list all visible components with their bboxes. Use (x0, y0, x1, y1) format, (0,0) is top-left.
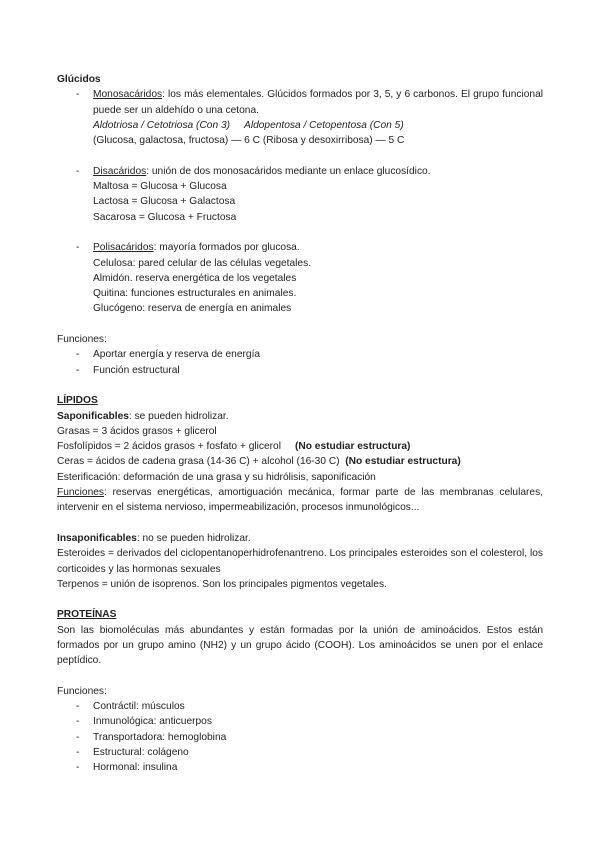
aldotriosa-text: Aldotriosa / Cetotriosa (Con 3) (93, 119, 231, 131)
funciones-heading: Funciones: (57, 334, 107, 346)
disacarido-line: Lactosa = Glucosa + Galactosa (93, 196, 236, 208)
fosfolipidos-line: Fosfolípidos = 2 ácidos grasos + fosfato + glicerol (No estudiar estructura) (57, 441, 411, 453)
polisacarido-line: Celulosa: pared celular de las células vegetales. (93, 257, 312, 269)
no-estudiar-note: (No estudiar estructura) (345, 456, 461, 468)
ceras-line: Ceras = ácidos de cadena grasa (14-36 C) + alcohol (16-30 C) (No estudiar estructura) (57, 456, 461, 468)
list-item-monosacaridos (57, 87, 543, 148)
terpenos-line: Terpenos = unión de isoprenos. Son los principales pigmentos vegetales. (57, 578, 387, 590)
term-monosacaridos: Monosacáridos (93, 89, 163, 101)
polisacarido-line: Glucógeno: reserva de energía en animales (93, 303, 292, 315)
section-title-lipidos: LÍPIDOS (57, 395, 98, 407)
no-estudiar-note: (No estudiar estructura) (294, 441, 411, 453)
funcion-item: - Inmunológica: anticuerpos (76, 716, 212, 728)
dash-bullet: - (76, 242, 80, 254)
term-funciones: Funciones (57, 487, 105, 499)
polisacarido-line: Almidón. reserva energética de los vegetales (93, 272, 297, 284)
dash-bullet: - (76, 165, 80, 177)
dash-bullet: - (76, 89, 80, 101)
polisacaridos-desc: : mayoría formados por glucosa. (153, 242, 300, 254)
monosacaridos-examples: (Glucosa, galactosa, fructosa) — 6 C (Ribosa y desoxirribosa) — 5 C (93, 135, 405, 147)
esteroides-paragraph: Esteroides = derivados del ciclopentanoperhidrofenantreno. Los principales esteroides son el colesterol, los corticoides y las hormonas sexuales (57, 548, 543, 575)
term-insaponificables: Insaponificables (57, 532, 137, 544)
polisacarido-line: Quitina: funciones estructurales en animales. (93, 288, 297, 300)
funciones-heading: Funciones: (57, 685, 107, 697)
list-item-polisacaridos (57, 240, 543, 316)
funcion-item: - Estructural: colágeno (76, 747, 189, 759)
lipidos-funciones-desc: : reservas energéticas, amortiguación mecánica, formar parte de las membranas celulares, intervenir en el sistema nervioso, impermeabilización, procesos inmunológicos... (57, 487, 543, 514)
list-item-disacaridos (57, 164, 543, 225)
esterificacion-line: Esterificación: deformación de una grasa y su hidrólisis, saponificación (57, 471, 376, 483)
term-disacaridos: Disacáridos (93, 165, 147, 177)
monosacaridos-paragraph (93, 87, 543, 118)
funcion-item: - Hormonal: insulina (76, 762, 178, 774)
monosacaridos-desc: : los más elementales. Glúcidos formados por 3, 5, y 6 carbonos. El grupo funcional puede ser un aldehído o una cetona. (93, 89, 543, 116)
monosacaridos-italic-line (93, 118, 543, 133)
section-title-proteinas: PROTEÍNAS (57, 609, 117, 621)
funcion-item: - Transportadora: hemoglobina (76, 731, 227, 743)
funcion-item: - Aportar energía y reserva de energía (76, 349, 261, 361)
document-page (57, 72, 543, 776)
proteinas-paragraph: Son las biomoléculas más abundantes y están formadas por la unión de aminoácidos. Estos están formados por un grupo amino (NH2) y un grupo ácido (COOH). Los aminoácidos se unen por el enlace peptídico. (57, 624, 543, 667)
disacaridos-desc: : unión de dos monosacáridos mediante un enlace glucosídico. (146, 165, 431, 177)
disacarido-line: Maltosa = Glucosa + Glucosa (93, 181, 227, 193)
aldopentosa-text: Aldopentosa / Cetopentosa (Con 5) (244, 119, 404, 131)
section-title-glucidos: Glúcidos (57, 74, 101, 85)
saponificables-desc: : se pueden hidrolizar. (128, 410, 229, 422)
grasas-line: Grasas = 3 ácidos grasos + glicerol (57, 425, 217, 437)
term-saponificables: Saponificables (57, 410, 129, 422)
lipidos-funciones (57, 485, 543, 516)
term-polisacaridos: Polisacáridos (93, 242, 154, 254)
funcion-item: - Función estructural (76, 364, 180, 376)
funcion-item: - Contráctil: músculos (76, 701, 185, 713)
disacarido-line: Sacarosa = Glucosa + Fructosa (93, 211, 237, 223)
insaponificables-desc: : no se pueden hidrolizar. (136, 532, 251, 544)
